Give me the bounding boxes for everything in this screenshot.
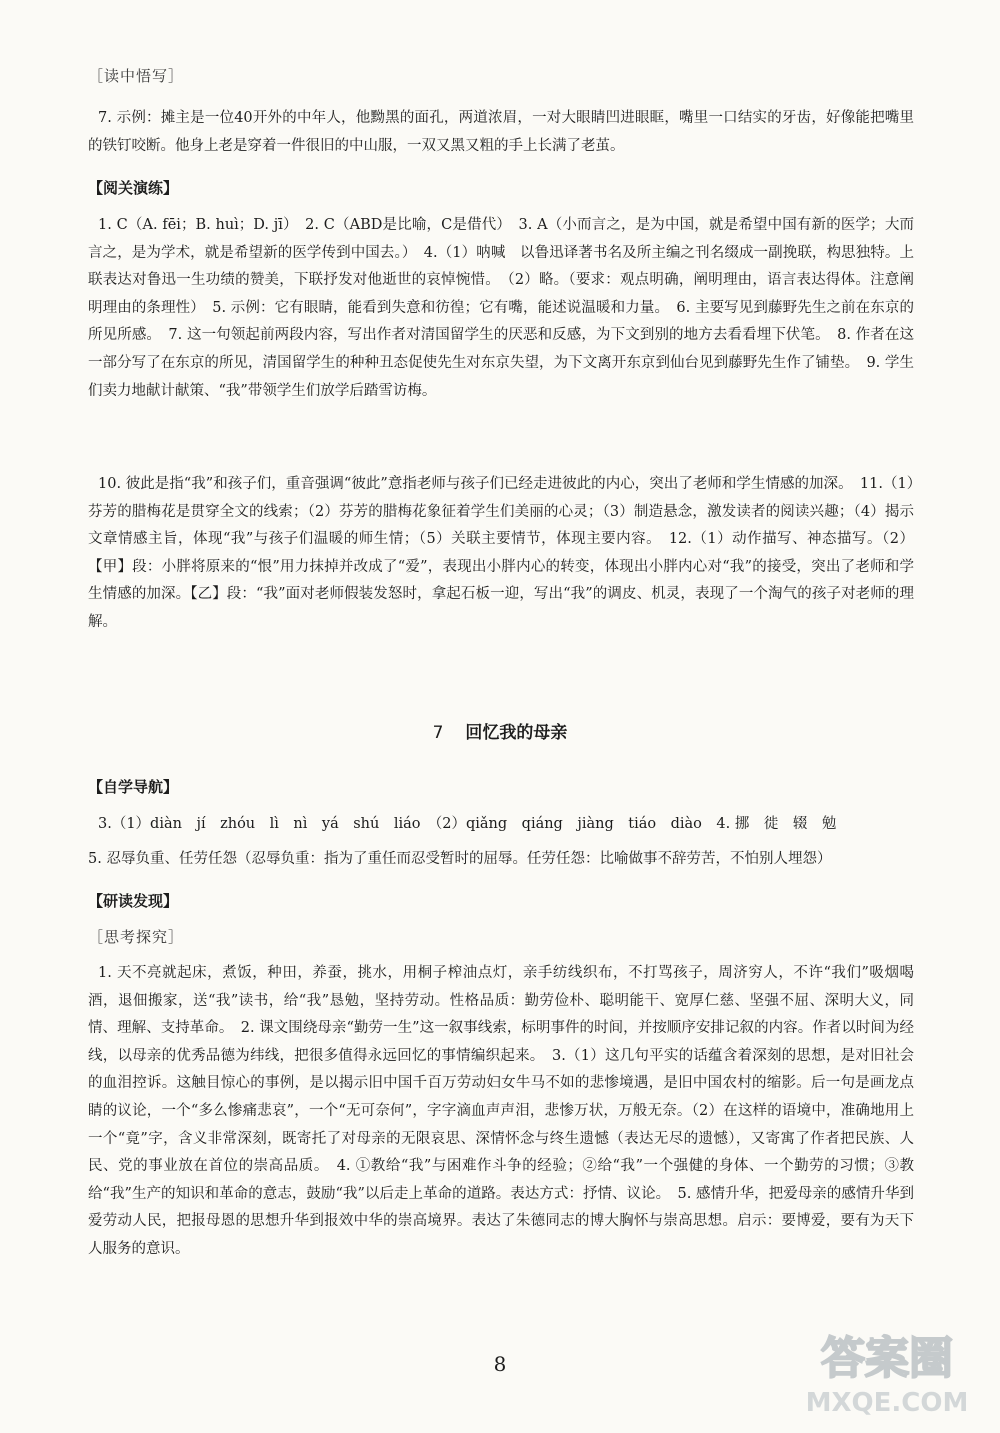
lesson-title bbox=[0, 718, 1000, 743]
answer-paragraph-idioms: 5. 忍辱负重、任劳任怨（忍辱负重：指为了重任而忍受暂时的屈辱。任劳任怨：比喻做事不辞劳苦，不怕别人埋怨） bbox=[88, 851, 832, 867]
svg-text:MXQE.COM: MXQE.COM bbox=[805, 1388, 969, 1418]
heading-study-discover: 【研读发现】 bbox=[88, 892, 179, 910]
answer-paragraph-pinyin: 3.（1）diàn jí zhóu lì nì yá shú liáo （2）qiǎng qiáng jiàng tiáo diào 4. 挪 徙 辍 勉 bbox=[98, 816, 837, 832]
heading-self-study: 【自学导航】 bbox=[88, 778, 179, 796]
site-watermark-logo bbox=[792, 1321, 982, 1421]
answer-paragraph-7: 7. 示例：摊主是一位40开外的中年人，他黝黑的面孔，两道浓眉，一对大眼睛凹进眼眶，嘴里一口结实的牙齿，好像能把嘴里的铁钉咬断。他身上老是穿着一件很旧的中山服，一双又黑又粗的手上长满了老茧。 bbox=[88, 110, 914, 154]
lesson-title-text: 回忆我的母亲 bbox=[465, 723, 568, 743]
heading-practice: 【阅关演练】 bbox=[88, 179, 179, 197]
answer-paragraph-10-12: 10. 彼此是指“我”和孩子们，重音强调“彼此”意指老师与孩子们已经走进彼此的内心，突出了老师和学生情感的加深。 11.（1）芬芳的腊梅花是贯穿全文的线索；（2）芬芳的腊梅花象征着学生们美丽的心灵；（3）制造悬念，激发读者的阅读兴趣；（4）揭示文章情感主旨，体现“我”与孩子们温暖的师生情；（5）关联主要情节，体现主要内容。 12.（1）动作描写、神态描写。（2）【甲】段：小胖将原来的“恨”用力抹掉并改成了“爱”，表现出小胖内心的转变，体现出小胖内心对“我”的接受，突出了老师和学生情感的加深。【乙】段：“我”面对老师假装发怒时，拿起石板一迎，写出“我”的调皮、机灵，表现了一个淘气的孩子对老师的理解。 bbox=[88, 476, 914, 630]
answer-paragraph-explore: 1. 天不亮就起床，煮饭，种田，养蚕，挑水，用桐子榨油点灯，亲手纺线织布，不打骂孩子，周济穷人，不许“我们”吸烟喝酒，退佃搬家，送“我”读书，给“我”恳勉，坚持劳动。性格品质：勤劳俭朴、聪明能干、宽厚仁慈、坚强不屈、深明大义，同情、理解、支持革命。 2. 课文围绕母亲“勤劳一生”这一叙事线索，标明事件的时间，并按顺序安排记叙的内容。作者以时间为经线，以母亲的优秀品德为纬线，把很多值得永远回忆的事情编织起来。 3.（1）这几句平实的话蕴含着深刻的思想，是对旧社会的血泪控诉。这触目惊心的事例，是以揭示旧中国千百万劳动妇女牛马不如的悲惨境遇，是旧中国农村的缩影。后一句是画龙点睛的议论，一个“多么惨痛悲哀”，一个“无可奈何”，字字滴血声声泪，悲惨万状，万般无奈。（2）在这样的语境中，准确地用上一个“竟”字，含义非常深刻，既寄托了对母亲的无限哀思、深情怀念与终生遗憾（表达无尽的遗憾），又寄寓了作者把民族、人民、党的事业放在首位的崇高品质。 4. ①教给“我”与困难作斗争的经验；②给“我”一个强健的身体、一个勤劳的习惯；③教给“我”生产的知识和革命的意志，鼓励“我”以后走上革命的道路。表达方式：抒情、议论。 5. 感情升华，把爱母亲的感情升华到爱劳动人民，把报母恩的思想升华到报效中华的崇高境界。表达了朱德同志的博大胸怀与崇高思想。启示：要博爱，要有为天下人服务的意识。 bbox=[88, 965, 914, 1257]
section-think-explore: ［思考探究］ bbox=[88, 928, 185, 946]
page-number: 8 bbox=[493, 1352, 507, 1376]
answer-paragraph-1-9: 1. C（A. fēi；B. huì；D. jī） 2. C（ABD是比喻，C是借代） 3. A（小而言之，是为中国，就是希望中国有新的医学；大而言之，是为学术，就是希望新的医学传到中国去。） 4.（1）呐喊 以鲁迅译著书名及所主编之刊名缀成一副挽联，构思独特。上联表达对鲁迅一生功绩的赞美，下联抒发对他逝世的哀悼惋惜。 （2）略。（要求：观点明确，阐明理由，语言表达得体。注意阐明理由的条理性） 5. 示例：它有眼睛，能看到失意和彷徨；它有嘴，能述说温暖和力量。 6. 主要写见到藤野先生之前在东京的所见所感。 7. 这一句领起前两段内容，写出作者对清国留学生的厌恶和反感，为下文到别的地方去看看埋下伏笔。 8. 作者在这一部分写了在东京的所见，清国留学生的种种丑态促使先生对东京失望，为下文离开东京到仙台见到藤野先生作了铺垫。 9. 学生们卖力地献计献策、“我”带领学生们放学后踏雪访梅。 bbox=[88, 217, 914, 399]
svg-text:答案圈: 答案圈 bbox=[821, 1333, 953, 1384]
lesson-number: 7 bbox=[432, 723, 444, 743]
section-read-write: ［读中悟写］ bbox=[88, 67, 185, 85]
